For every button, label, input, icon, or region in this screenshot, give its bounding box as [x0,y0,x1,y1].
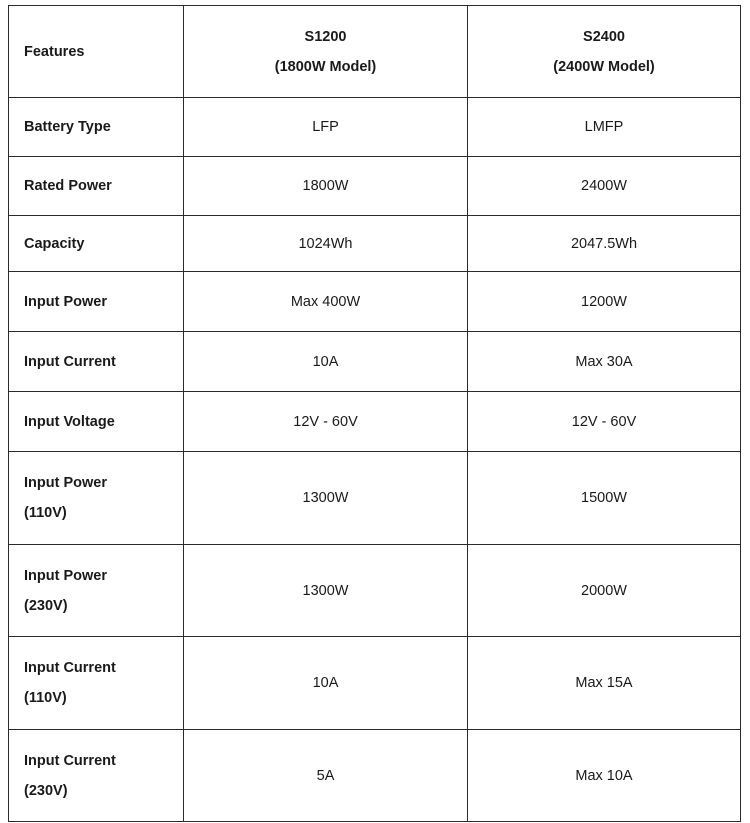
table-row [9,545,741,637]
feature-label-line: Input Current [24,752,116,769]
model-subtitle: (2400W Model) [553,58,655,75]
feature-label-qualifier: (110V) [24,690,67,706]
value-s2400: 2047.5Wh [468,216,741,272]
table-row [9,392,741,452]
table-row [9,452,741,545]
value-s2400: Max 15A [468,637,741,730]
feature-label: Battery Type [9,98,184,157]
table-row [9,272,741,332]
features-header: Features [9,6,184,98]
feature-label-qualifier: (110V) [24,505,67,521]
value-s2400: 12V - 60V [468,392,741,452]
value-s2400: 2400W [468,157,741,216]
feature-label [9,637,184,730]
value-s1200: 12V - 60V [184,392,468,452]
feature-label: Capacity [9,216,184,272]
table-row [9,216,741,272]
value-s1200: 10A [184,637,468,730]
value-s2400: 1500W [468,452,741,545]
table-row [9,157,741,216]
feature-label-qualifier: (230V) [24,597,68,614]
table-row [9,332,741,392]
value-s2400: LMFP [468,98,741,157]
table-row [9,637,741,730]
value-s1200: LFP [184,98,468,157]
model-header-s1200 [184,6,468,98]
feature-label: Input Power [9,272,184,332]
model-name: S1200 [304,28,347,45]
header-row [9,6,741,98]
value-s1200: Max 400W [184,272,468,332]
value-s1200: 10A [184,332,468,392]
feature-label: Input Current [9,332,184,392]
model-name: S2400 [583,28,625,45]
value-s1200: 1024Wh [184,216,468,272]
model-header-s2400 [468,6,741,98]
value-s2400: 2000W [468,545,741,637]
table-row [9,98,741,157]
value-s1200: 1800W [184,157,468,216]
feature-label [9,452,184,545]
value-s2400: Max 30A [468,332,741,392]
feature-label [9,730,184,822]
spec-comparison-table [8,5,741,822]
feature-label-line: Input Power [24,475,107,491]
feature-label: Input Voltage [9,392,184,452]
table-row [9,730,741,822]
value-s2400: Max 10A [468,730,741,822]
feature-label-qualifier: (230V) [24,782,68,799]
value-s2400: 1200W [468,272,741,332]
feature-label [9,545,184,637]
value-s1200: 1300W [184,452,468,545]
value-s1200: 5A [184,730,468,822]
feature-label-line: Input Current [24,660,116,676]
value-s1200: 1300W [184,545,468,637]
model-subtitle: (1800W Model) [274,58,377,75]
feature-label-line: Input Power [24,567,107,584]
feature-label: Rated Power [9,157,184,216]
